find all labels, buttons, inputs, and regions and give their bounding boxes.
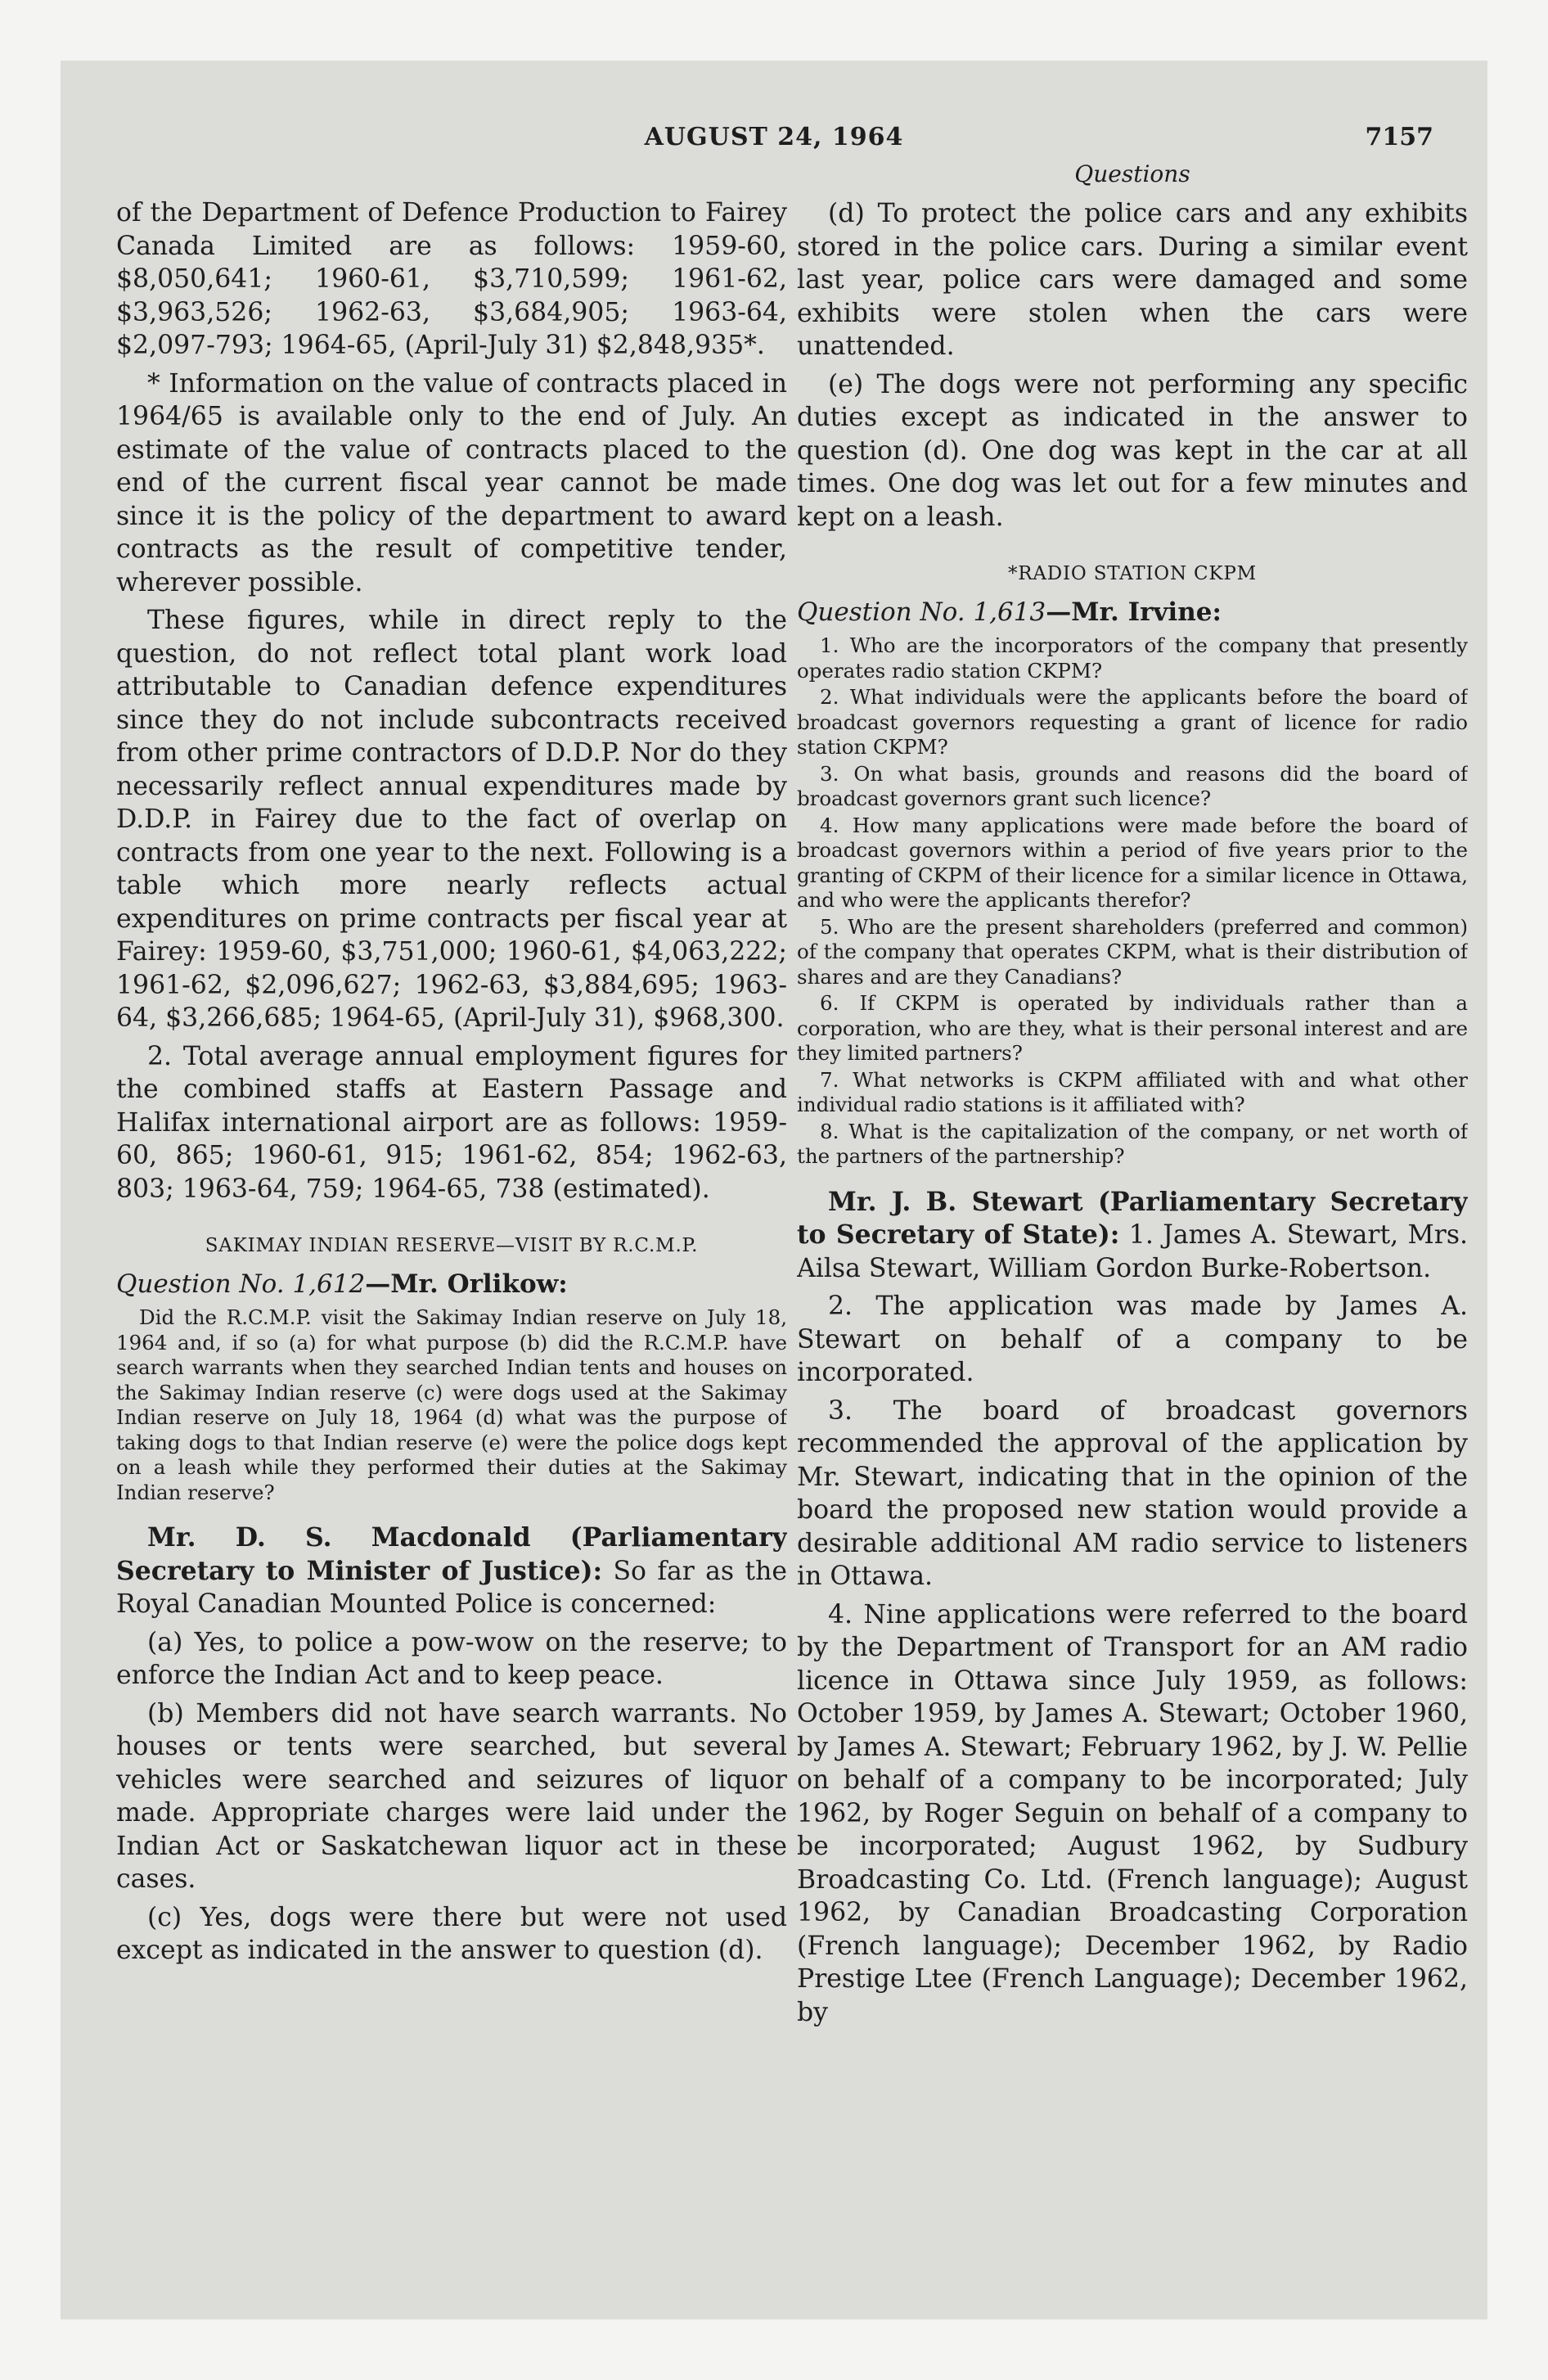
answer-2: 2. The application was made by James A. Stewart on behalf of a company to be incorporated. — [797, 1291, 1468, 1387]
answer-4: 4. Nine applications were referred to the board by the Department of Transport for an AM radio licence in Ottawa since July 1959, as follows: October 1959, by James A. Stewart; October 1960, by James A. Stewart; February 1962, by J. W. Pellie on behalf of a company to be incorporated; July 1962, by Roger Seguin on behalf of a company to be incorporated; August 1962, by Sudbury Broadcasting Co. Ltd. (French language); August 1962, by Canadian Broadcasting Corporation (French language); December 1962, by Radio Prestige Ltee (French Language); December 1962, by — [797, 1599, 1468, 2027]
page-number: 7157 — [1365, 123, 1433, 151]
right-column — [797, 160, 1468, 2157]
question-item: 7. What networks is CKPM affiliated with and what other individual radio stations is it affiliated with? — [797, 1067, 1468, 1116]
left-column — [116, 196, 787, 2193]
section-heading-ckpm: *RADIO STATION CKPM — [1007, 563, 1258, 584]
question-number: Question No. 1,613 — [797, 597, 1046, 627]
questions-heading: Questions — [1074, 160, 1190, 187]
question-item: 3. On what basis, grounds and reasons did the board of broadcast governors grant such licence? — [797, 761, 1468, 810]
question-item: 8. What is the capitalization of the company, or net worth of the partners of the partnership? — [797, 1119, 1468, 1168]
question-item: 6. If CKPM is operated by individuals rather than a corporation, who are they, what is their personal interest and are they limited partners? — [797, 991, 1468, 1065]
question-item: 2. What individuals were the applicants before the board of broadcast governors requesting a grant of licence for radio station CKPM? — [797, 685, 1468, 759]
paragraph-contract-values: of the Department of Defence Production to Fairey Canada Limited are as follows: 1959-60, $8,050,641; 1960-61, $3,710,599; 1961-62, $3,963,526; 1962-63, $3,684,905; 1963-64, $2,097-793; 1964-65, (April-July 31) $2,848,935*. — [116, 198, 787, 360]
answer-3: 3. The board of broadcast governors recommended the approval of the application by Mr. Stewart, indicating that in the opinion of the board the proposed new station would provide a desirable additional AM radio service to listeners in Ottawa. — [797, 1395, 1468, 1591]
answer-b: (b) Members did not have search warrants. No houses or tents were searched, but several vehicles were searched and seizures of liquor made. Appropriate charges were laid under the Indian Act or Saskatchewan liquor act in these cases. — [116, 1698, 787, 1894]
answer-a: (a) Yes, to police a pow-wow on the reserve; to enforce the Indian Act and to keep peace. — [116, 1627, 787, 1690]
question-item: 1. Who are the incorporators of the company that presently operates radio station CKPM? — [797, 633, 1468, 683]
paragraph-employment: 2. Total average annual employment figures for the combined staffs at Eastern Passage and Halifax international airport are as follows: 1959-60, 865; 1960-61, 915; 1961-62, 854; 1962-63, 803; 1963-64, 759; 1964-65, 738 (estimated). — [116, 1041, 787, 1204]
answer-c: (c) Yes, dogs were there but were not used except as indicated in the answer to question (d). — [116, 1902, 787, 1965]
answer-speaker: Mr. D. S. Macdonald (Parliamentary Secretary to Minister of Justice): — [116, 1522, 787, 1586]
question-asker: —Mr. Orlikow: — [365, 1269, 568, 1299]
answer-d: (d) To protect the police cars and any exhibits stored in the police cars. During a similar event last year, police cars were damaged and some exhibits were stolen when the cars were unattended. — [797, 199, 1468, 361]
question-asker: —Mr. Irvine: — [1046, 597, 1222, 627]
question-item: 4. How many applications were made before the board of broadcast governors within a period of five years prior to the granting of CKPM of their licence for a similar licence in Ottawa, and who were the applicants therefor? — [797, 813, 1468, 912]
answer-intro — [116, 1521, 787, 1621]
section-heading-sakimay: SAKIMAY INDIAN RESERVE—VISIT BY R.C.M.P. — [205, 1235, 699, 1256]
answer-1-text: 1. James A. Stewart, Mrs. Ailsa Stewart, William Gordon Burke-Robertson. — [797, 1220, 1468, 1283]
question-number: Question No. 1,612 — [116, 1269, 366, 1299]
answer-intro-text: So far as the Royal Canadian Mounted Police is concerned: — [116, 1556, 787, 1619]
question-header-1612 — [116, 1268, 787, 1300]
question-text: Did the R.C.M.P. visit the Sakimay Indian reserve on July 18, 1964 and, if so (a) for what purpose (b) did the R.C.M.P. have search warrants when they searched Indian tents and houses on the Sakimay Indian reserve (c) were dogs used at the Sakimay Indian reserve on July 18, 1964 (d) what was the purpose of taking dogs to that Indian reserve (e) were the police dogs kept on a leash while they performed their duties at the Sakimay Indian reserve? — [116, 1305, 787, 1504]
answer-1 — [797, 1186, 1468, 1286]
question-item: 5. Who are the present shareholders (preferred and common) of the company that operates CKPM, what is their distribution of shares and are they Canadians? — [797, 914, 1468, 989]
question-header-1613 — [797, 596, 1468, 629]
answer-speaker: Mr. J. B. Stewart (Parliamentary Secretary to Secretary of State): — [797, 1186, 1468, 1250]
header-date: AUGUST 24, 1964 — [644, 123, 904, 151]
paragraph-figures: These figures, while in direct reply to the question, do not reflect total plant work load attributable to Canadian defence expenditures since they do not include subcontracts received from other prime contractors of D.D.P. Nor do they necessarily reflect annual expenditures made by D.D.P. in Fairey due to the fact of overlap on contracts from one year to the next. Following is a table which more nearly reflects actual expenditures on prime contracts per fiscal year at Fairey: 1959-60, $3,751,000; 1960-61, $4,063,222; 1961-62, $2,096,627; 1962-63, $3,884,695; 1963-64, $3,266,685; 1964-65, (April-July 31), $968,300. — [116, 606, 787, 1033]
running-header — [115, 123, 1433, 164]
answer-e: (e) The dogs were not performing any specific duties except as indicated in the answer to question (d). One dog was kept in the car at all times. One dog was let out for a few minutes and kept on a leash. — [797, 369, 1468, 532]
paragraph-footnote: * Information on the value of contracts placed in 1964/65 is available only to the end of July. An estimate of the value of contracts placed to the end of the current fiscal year cannot be made since it is the policy of the department to award contracts as the result of competitive tender, wherever possible. — [116, 368, 787, 597]
